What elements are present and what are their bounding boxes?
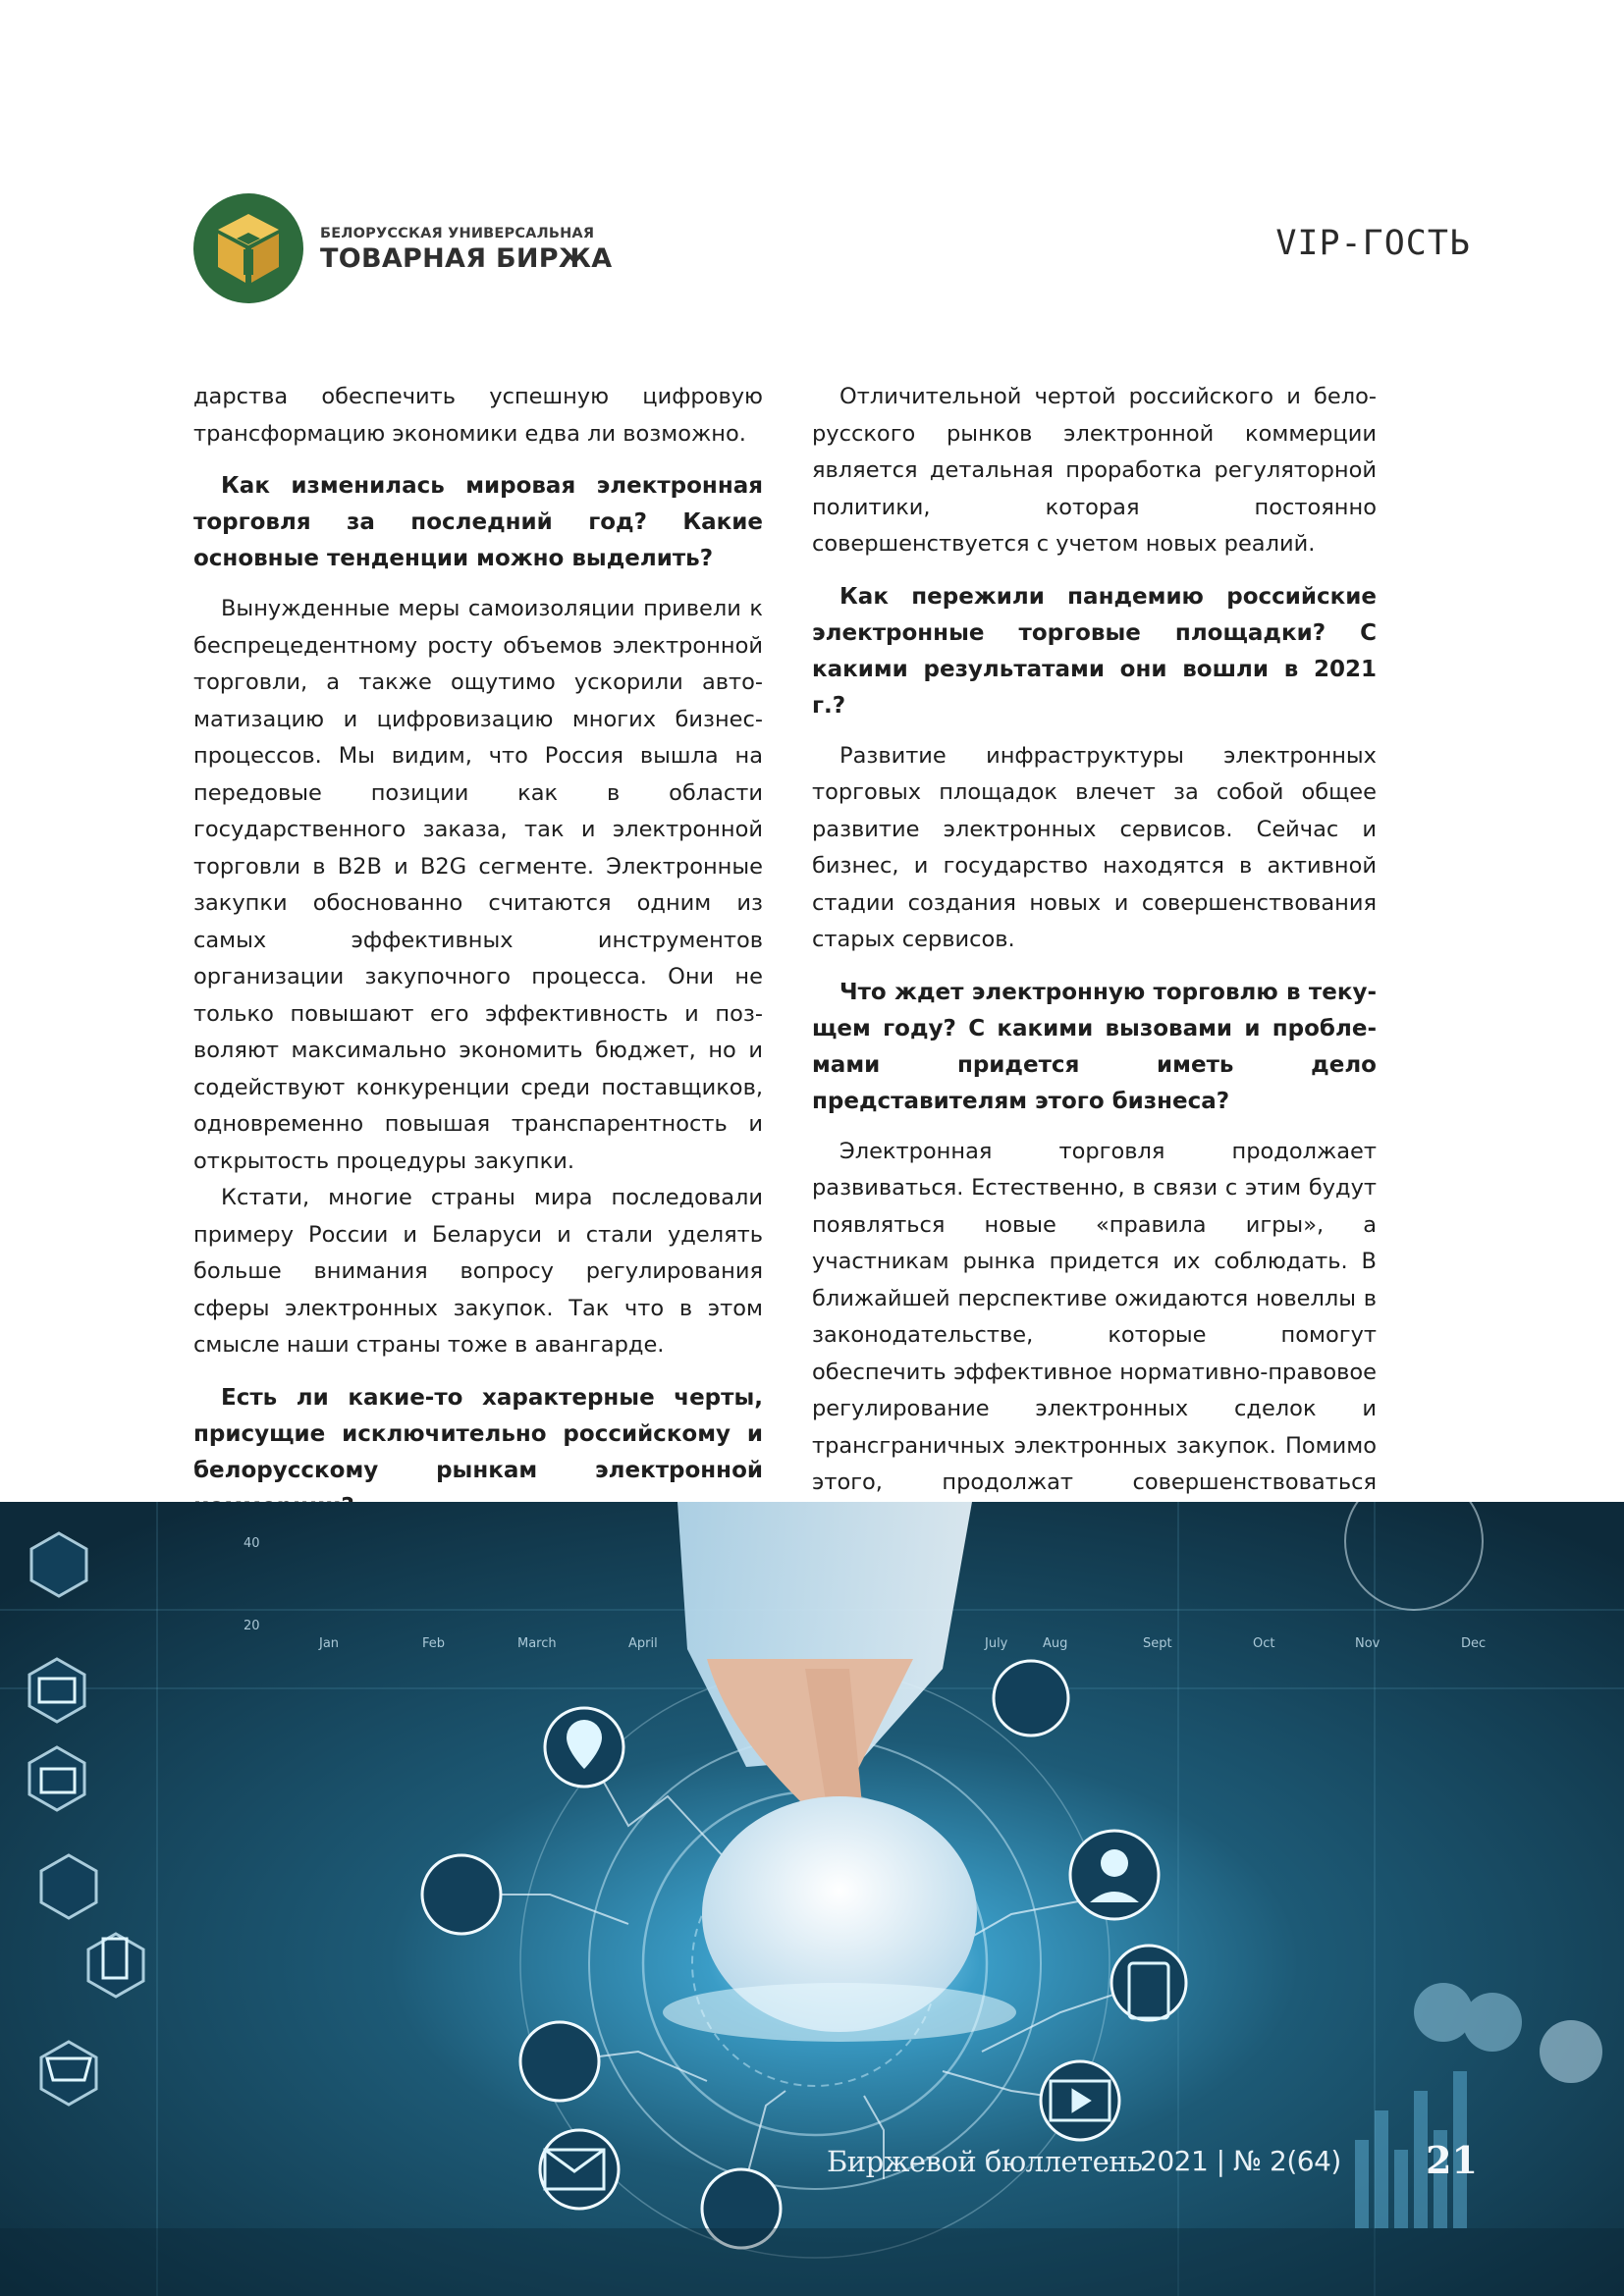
paragraph: Вынужденные меры самоизоляции привели к беспрецедентному росту объемов электронной торговли, а также ощутимо ускорили автоматизацию и цифровизацию многих бизнес-процессов. Мы видим, что Россия вышла на передовые позиции как в области государственного заказа, так и электронной торговли в B2B и B2G сегменте. Электронные закупки обоснованно считаются одним из самых эффективных инструментов организации закупочного процесса. Они не только повышают его эффективность и позволяют максимально экономить бюджет, но и содействуют конкуренции среди поставщиков, одновременно повышая транспарентность и открытость процедуры закупки. [193,596,763,1174]
right-column [812,379,1377,1612]
paragraph: Электронная торговля продолжает развиваться. Естественно, в связи с этим будут появляться новые «правила игры», а участникам рынка придется их соблюдать. В ближайшей перспективе ожидаются новеллы в законодательстве, которые помогут обеспечить эффективное нормативно-правовое регулирование электронных сделок и трансграничных электронных закупок. Помимо этого, продолжат совершенствоваться [812,1138,1377,1495]
chart-month-label: March [517,1636,557,1651]
chart-month-label: Sept [1143,1636,1172,1651]
chart-month-label: Feb [422,1636,446,1651]
ecommerce-illustration [0,1502,1624,2296]
chart-month-label: July [985,1636,1008,1651]
chart-axis-label: 20 [244,1619,260,1633]
footer-publication-title: Биржевой бюллетень [827,2145,1143,2178]
paragraph: Развитие инфраструктуры электронных торговых площадок влечет за собой общее развитие электронных сервисов. Сейчас и бизнес, и государство находятся в активной стадии создания новых и совершенствования старых сервисов. [812,742,1377,952]
chart-month-label: Jan [319,1636,340,1651]
interview-question: Как изменилась мировая электронная торговля за последний год? Какие основные тенденции можно выделить? [193,473,763,571]
chart-month-label: Dec [1461,1636,1487,1651]
chart-month-label: Nov [1355,1636,1380,1651]
interview-question: Есть ли какие-то характерные черты, присущие исключительно российскому и белорусскому рынкам электронной [193,1384,763,1483]
logo-subtitle: БЕЛОРУССКАЯ УНИВЕРСАЛЬНАЯ [320,226,595,241]
ecommerce-network-image [0,1502,1624,2296]
paragraph: дарства обеспечить успешную цифровую трансформацию экономики едва ли возможно. [193,384,763,447]
chart-month-label: Oct [1253,1636,1275,1651]
chart-axis-label: 40 [244,1536,260,1551]
logo-title: ТОВАРНАЯ БИРЖА [320,243,613,274]
cube-logo-icon [192,192,304,304]
footer-issue-number: 2021 | № 2(64) [1140,2145,1341,2177]
left-column [193,379,763,1539]
page-number: 21 [1426,2138,1478,2182]
section-label: VIP-ГОСТЬ [1275,224,1471,263]
paragraph: Кстати, многие страны мира последовали примеру России и Беларуси и стали уделять больше внимания вопросу регулирования сферы электронных закупок. Так что в этом смысле наши страны тоже в авангарде. [193,1185,763,1358]
exchange-logo [192,192,664,306]
interview-question: Что ждет электронную торговлю в текущем году? С какими вызовами и проблемами придется иметь дело представителям этого бизнеса? [812,979,1377,1114]
chart-month-label: Aug [1043,1636,1068,1651]
chart-month-label: April [628,1636,658,1651]
interview-question: Как пережили пандемию российские электронные торговые площадки? С какими результатами они вошли в 2021 г.? [812,583,1377,719]
paragraph: Отличительной чертой российского и белорусского рынков электронной коммерции является детальная проработка регуляторной политики, которая постоянно совершенствуется с учетом новых реалий. [812,384,1377,557]
